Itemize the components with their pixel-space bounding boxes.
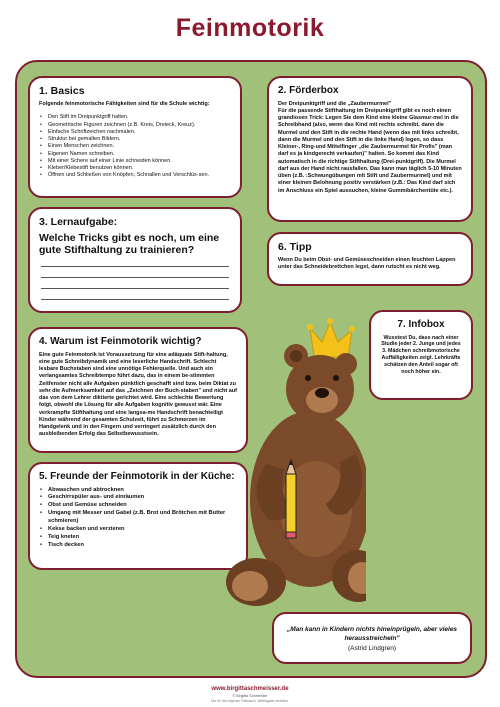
tipp-text: Wenn Du beim Obst- und Gemüseschneiden einen feuchten Lappen unter das Schneidebrettchen legst, dann rutscht es nicht weg.	[278, 257, 456, 271]
list-item: • Kleber/Klebestift benutzen können.	[39, 165, 231, 172]
basics-heading: 1. Basics	[39, 85, 85, 97]
page-title: Feinmotorik	[175, 14, 325, 42]
writing-line[interactable]	[41, 266, 229, 267]
footer-note: Nur für den eigenen Gebrauch. Weitergabe verboten.	[211, 699, 289, 703]
list-item: • Mit einer Schere auf einer Linie schneiden können.	[39, 158, 231, 165]
infobox-text: Wusstest Du, dass nach einer Studie jeder 2. Junge und jedes 3. Mädchen schreibmotorische Auffälligkeiten zeigt. Lehrkräfte schätzen den Anteil sogar oft noch höher ein.	[381, 334, 461, 376]
list-item: • Einfache Schriftzeichen nachmalen.	[39, 129, 231, 136]
tipp-heading: 6. Tipp	[278, 241, 312, 253]
list-item: • Abwaschen und abtrocknen	[39, 487, 237, 495]
list-item: • Obst und Gemüse schneiden	[39, 502, 237, 510]
foerderbox-heading: 2. Förderbox	[278, 85, 339, 96]
basics-intro: Folgende feinmotorische Fähigkeiten sind für die Schule wichtig:	[39, 101, 210, 108]
basics-list	[39, 114, 231, 179]
foerderbox-subheading: Der Dreipunktgriff und die „Zaubermurmel"	[278, 100, 392, 107]
warum-text: Eine gute Feinmotorik ist Voraussetzung für eine adäquate Stift-haltung, eine gute Schreibdynamik und eine leserliche Handschrift. Schlecht lesbare Buchstaben sind eine unnötige Fehlerquelle. Und auch ein verlangsamtes Schreibtempo führt dazu, das in einem be-stimmten Zeitfenster nicht alle Aufgaben pünktlich geschafft sind bzw. beim Diktat zu sehr die Aufmerksamkeit auf das „Zeichnen der Buch-staben" und nicht auf das von dem Lehrer diktierte gerichtet wird. Eine schlechte Bewertung folgt, obwohl die Lösung für alle Aufgaben kognitiv gewusst wär. Eine verkrampfte Stifthaltung und eine langsa-me Handschrift benachteiligt Kinder während der gesamten Schulzeit, führt zu Schmerzen im Handgelenk und in den Fingern und verringert zusätzlich durch den ausbleibenden Erfolg das Selbstbewusstsein.	[39, 351, 237, 438]
footer-copyright: © Birgitta Schmeißer	[232, 694, 268, 698]
list-item: • Umgang mit Messer und Gabel (z.B. Brot und Brötchen mit Butter schmieren)	[39, 510, 237, 526]
freunde-heading: 5. Freunde der Feinmotorik in der Küche:	[39, 471, 235, 482]
infobox-box	[369, 310, 473, 400]
tipp-box	[267, 232, 473, 286]
list-item: • Teig kneten	[39, 534, 237, 542]
list-item: • Tisch decken	[39, 542, 237, 550]
infobox-heading: 7. Infobox	[397, 319, 445, 330]
list-item: • Geometrische Figuren zeichnen (z.B. Kreis, Dreieck, Kreuz).	[39, 122, 231, 129]
list-item: • Geschirrspüler aus- und einräumen	[39, 494, 237, 502]
lernaufgabe-box	[28, 207, 242, 313]
list-item: • Kekse backen und verzieren	[39, 526, 237, 534]
basics-box	[28, 76, 242, 198]
quote-box	[272, 612, 472, 664]
quote-author: (Astrid Lindgren)	[347, 644, 397, 652]
foerderbox-box	[267, 76, 473, 222]
writing-line[interactable]	[41, 288, 229, 289]
writing-line[interactable]	[41, 299, 229, 300]
foerderbox-text: Für die passende Stifthaltung im Dreipunktgriff gibt es noch einen grandiosen Trick: Legen Sie dem Kind eine kleine Glasmur-mel in die Schreibhand (also, wenn das Kind mit rechts schreibt, dann die Murmel und den Stift in die rechte Hand (wenn das mit links schreibt, dann die Murmel und den Stift in die linke Hand) legen, so dass Kleiner-, Ring-und Mittelfinger „die Zaubermurmel für Profis" (man darf es ja kindgerecht verkaufen)" halten. So kommt das Kind automatisch in die richtige Stifthaltung (Drei-punktgriff). Die Murmel darf aus der Hand nicht rausfallen. Das kann man täglich 5-10 Minuten üben (z.B. :Schwungübungen mit Stift und Zaubermurmel) und mit einer kleinen Belohnung positiv verstärken (z.B.: Das Kind darf sich im Anschluss ein Spiel aussuchen, kleine Gummibärchentüte etc.).	[278, 107, 462, 194]
writing-line[interactable]	[41, 277, 229, 278]
pencil-icon	[286, 460, 296, 538]
warum-heading: 4. Warum ist Feinmotorik wichtig?	[39, 336, 202, 347]
bear-with-crown-illustration	[206, 314, 366, 614]
list-item: • Den Stift im Dreipunktgriff halten.	[39, 114, 231, 121]
list-item: • Einen Menschen zeichnen.	[39, 143, 231, 150]
lernaufgabe-heading: 3. Lernaufgabe:	[39, 216, 118, 228]
crown-icon	[307, 318, 355, 358]
list-item: • Öffnen und Schließen von Knöpfen, Schnallen und Verschlüs-sen.	[39, 172, 231, 179]
footer-url[interactable]: www.birgittaschmeisser.de	[211, 686, 289, 692]
quote-text: „Man kann in Kindern nichts hineinprügeln, aber vieles herausstreicheln"	[286, 626, 458, 642]
list-item: • Eigenen Namen schreiben.	[39, 151, 231, 158]
list-item: • Struktur bei gemalten Bildern.	[39, 136, 231, 143]
lernaufgabe-question: Welche Tricks gibt es noch, um eine gute Stifthaltung zu trainieren?	[39, 232, 220, 257]
